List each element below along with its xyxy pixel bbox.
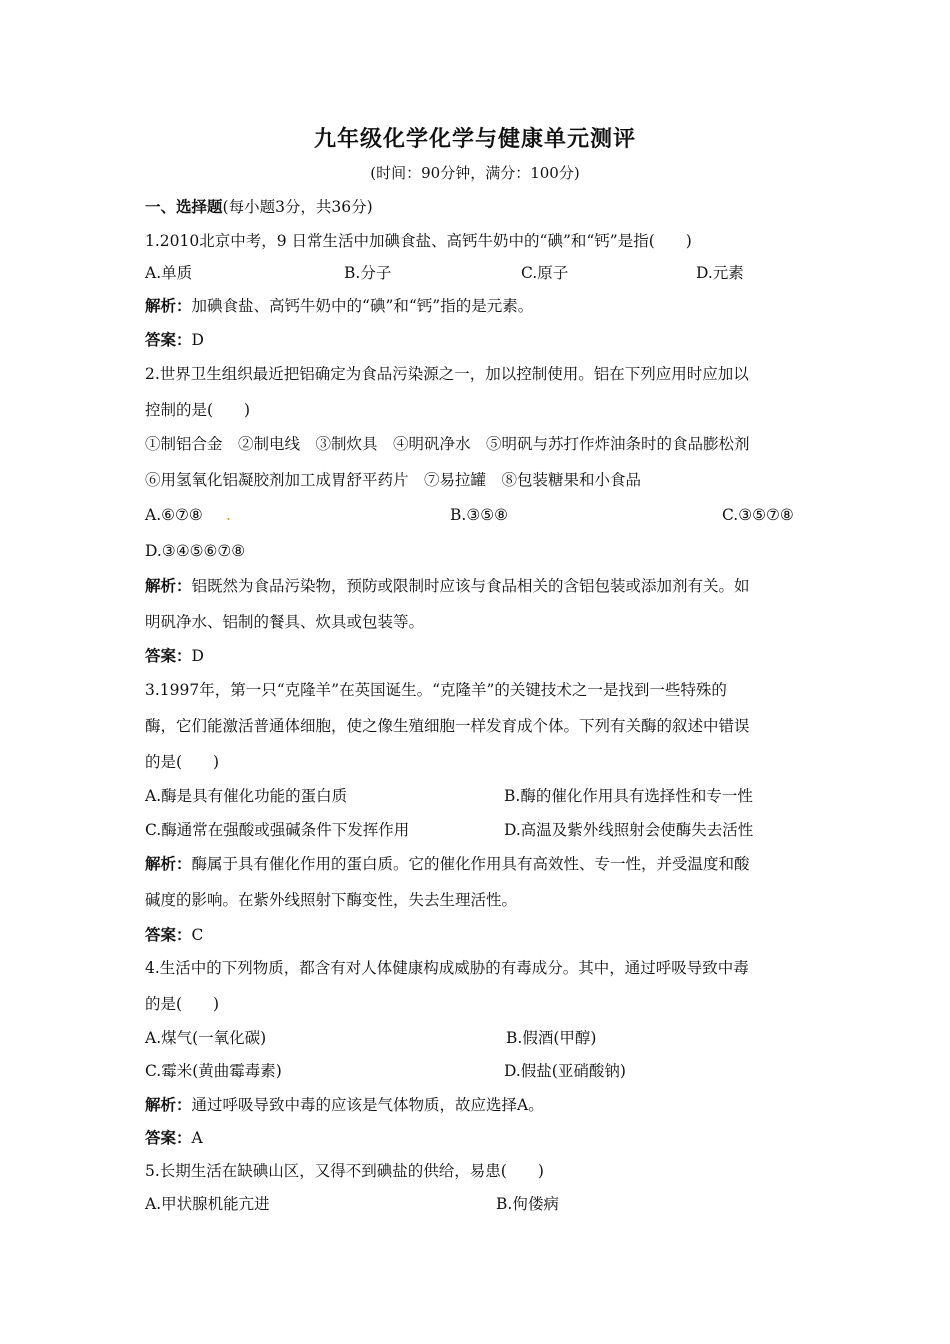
question-4-stem-line-1: 4.生活中的下列物质，都含有对人体健康构成威胁的有毒成分。其中，通过呼吸导致中毒 (145, 959, 749, 977)
section-heading-label: 一、选择题 (145, 198, 223, 216)
question-3-option-c: C.酶通常在强酸或强碱条件下发挥作用 (145, 821, 410, 839)
question-5-stem: 5.长期生活在缺碘山区，又得不到碘盐的供给，易患( ) (145, 1162, 544, 1180)
question-4-option-c: C.霉米(黄曲霉毒素) (145, 1062, 282, 1080)
question-2-stem-line-2: 控制的是( ) (145, 401, 251, 419)
question-2-items-line-1: ①制铝合金 ②制电线 ③制炊具 ④明矾净水 ⑤明矾与苏打作炸油条时的食品膨松剂 (145, 435, 750, 453)
question-2-option-b: B.③⑤⑧ (450, 506, 509, 524)
answer-value: A (191, 1129, 203, 1147)
question-1-answer (145, 330, 204, 350)
question-1-option-d: D.元素 (696, 264, 744, 282)
question-3-answer (145, 925, 203, 945)
analysis-text: 通过呼吸导致中毒的应该是气体物质，故应选择A。 (191, 1096, 544, 1114)
question-3-stem-line-3: 的是( ) (145, 753, 220, 771)
question-3-option-d: D.高温及紫外线照射会使酶失去活性 (504, 821, 754, 839)
question-4-option-a: A.煤气(一氧化碳) (145, 1029, 267, 1047)
answer-label: 答案： (145, 926, 192, 944)
question-4-option-d: D.假盐(亚硝酸钠) (504, 1062, 626, 1080)
question-1-option-b: B.分子 (344, 264, 392, 282)
question-3-option-b: B.酶的催化作用具有选择性和专一性 (504, 787, 753, 805)
analysis-text: 酶属于具有催化作用的蛋白质。它的催化作用具有高效性、专一性，并受温度和酸 (191, 855, 750, 873)
question-1-analysis (145, 296, 533, 316)
question-2-items-line-2: ⑥用氢氧化铝凝胶剂加工成胃舒平药片 ⑦易拉罐 ⑧包装糖果和小食品 (145, 471, 642, 489)
question-3-option-a: A.酶是具有催化功能的蛋白质 (145, 787, 348, 805)
analysis-text: 加碘食盐、高钙牛奶中的“碘”和“钙”指的是元素。 (191, 297, 534, 315)
answer-label: 答案： (145, 647, 192, 665)
question-2-analysis-line-1 (145, 576, 750, 596)
page-subtitle: (时间：90分钟，满分：100分) (370, 164, 580, 182)
question-4-analysis (145, 1095, 544, 1115)
analysis-label: 解析： (145, 297, 192, 315)
question-5-option-b: B.佝偻病 (496, 1195, 559, 1213)
section-heading-note: (每小题3分，共36分) (222, 198, 373, 216)
question-2-option-c: C.③⑤⑦⑧ (722, 506, 794, 524)
analysis-label: 解析： (145, 577, 192, 595)
question-3-analysis-line-1 (145, 854, 750, 874)
question-3-stem-line-1: 3.1997年，第一只“克隆羊”在英国诞生。“克隆羊”的关键技术之一是找到一些特殊的 (145, 681, 727, 699)
answer-label: 答案： (145, 331, 192, 349)
question-1-stem: 1.2010北京中考，9 日常生活中加碘食盐、高钙牛奶中的“碘”和“钙”是指( ) (145, 232, 692, 250)
question-4-option-b: B.假酒(甲醇) (506, 1029, 597, 1047)
question-2-option-a: A.⑥⑦⑧ (145, 506, 203, 524)
scan-speck: . (226, 506, 231, 524)
question-1-option-c: C.原子 (521, 264, 569, 282)
answer-value: D (191, 647, 204, 665)
question-2-option-d: D.③④⑤⑥⑦⑧ (145, 542, 246, 560)
analysis-label: 解析： (145, 1096, 192, 1114)
question-2-answer (145, 646, 204, 666)
answer-value: C (191, 926, 204, 944)
question-4-stem-line-2: 的是( ) (145, 995, 220, 1013)
analysis-label: 解析： (145, 855, 192, 873)
page-title: 九年级化学化学与健康单元测评 (313, 127, 636, 152)
question-3-analysis-line-2: 碱度的影响。在紫外线照射下酶变性，失去生理活性。 (145, 891, 518, 909)
answer-label: 答案： (145, 1129, 192, 1147)
analysis-text: 铝既然为食品污染物，预防或限制时应该与食品相关的含铝包装或添加剂有关。如 (191, 577, 750, 595)
question-3-stem-line-2: 酶，它们能激活普通体细胞，使之像生殖细胞一样发育成个体。下列有关酶的叙述中错误 (145, 717, 750, 735)
question-4-answer (145, 1128, 203, 1148)
question-1-option-a: A.单质 (145, 264, 193, 282)
question-2-stem-line-1: 2.世界卫生组织最近把铝确定为食品污染源之一，加以控制使用。铝在下列应用时应加以 (145, 365, 749, 383)
section-heading (145, 197, 373, 217)
question-5-option-a: A.甲状腺机能亢进 (145, 1195, 270, 1213)
question-2-analysis-line-2: 明矾净水、铝制的餐具、炊具或包装等。 (145, 613, 425, 631)
answer-value: D (191, 331, 204, 349)
